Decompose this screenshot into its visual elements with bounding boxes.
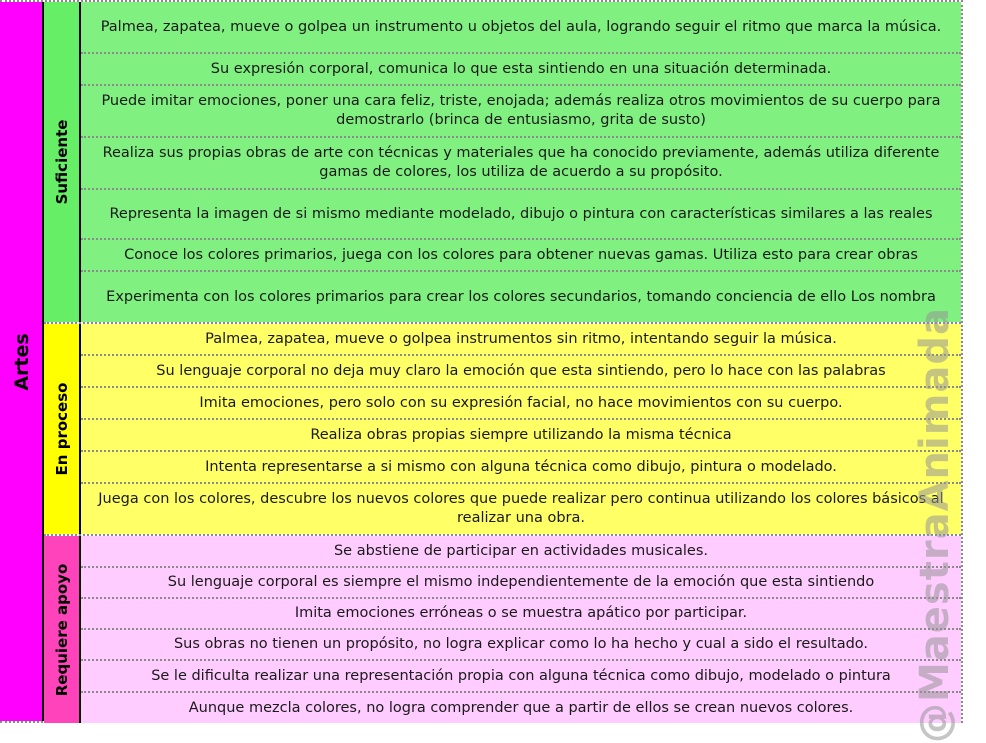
level-label-column — [44, 2, 81, 322]
level-en-proceso — [44, 322, 961, 534]
level-label: Suficiente — [53, 119, 71, 205]
level-rows — [81, 536, 961, 723]
rubric-row: Juega con los colores, descubre los nuevos colores que puede realizar pero continua utilizando los colores básicos al realizar una obra. — [81, 484, 961, 534]
rubric-row: Su lenguaje corporal es siempre el mismo independientemente de la emoción que esta sintiendo — [81, 568, 961, 599]
rubric-row: Su lenguaje corporal no deja muy claro la emoción que esta sintiendo, pero lo hace con las palabras — [81, 356, 961, 388]
rubric-row: Palmea, zapatea, mueve o golpea un instrumento u objetos del aula, logrando seguir el ritmo que marca la música. — [81, 2, 961, 54]
level-label-column — [44, 324, 81, 534]
rubric-row: Imita emociones erróneas o se muestra apático por participar. — [81, 599, 961, 630]
rubric-row: Imita emociones, pero solo con su expresión facial, no hace movimientos con su cuerpo. — [81, 388, 961, 420]
rubric-row: Realiza sus propias obras de arte con técnicas y materiales que ha conocido previamente, además utiliza diferente gamas de colores, los utiliza de acuerdo a su propósito. — [81, 138, 961, 190]
level-label: En proceso — [53, 382, 71, 476]
rubric-row: Aunque mezcla colores, no logra comprender que a partir de ellos se crean nuevos colores. — [81, 693, 961, 723]
watermark: @MaestraAnimada — [912, 306, 958, 743]
level-suficiente — [44, 2, 961, 322]
rubric-row: Intenta representarse a si mismo con alguna técnica como dibujo, pintura o modelado. — [81, 452, 961, 484]
rubric-row: Conoce los colores primarios, juega con los colores para obtener nuevas gamas. Utiliza esto para crear obras — [81, 240, 961, 272]
rubric-row: Su expresión corporal, comunica lo que esta sintiendo en una situación determinada. — [81, 54, 961, 86]
level-rows — [81, 2, 961, 322]
rubric-row: Representa la imagen de si mismo mediante modelado, dibujo o pintura con características similares a las reales — [81, 190, 961, 240]
subject-column — [0, 2, 44, 721]
level-rows — [81, 324, 961, 534]
subject-label: Artes — [11, 333, 33, 391]
level-label: Requiere apoyo — [53, 563, 71, 696]
rubric-row: Puede imitar emociones, poner una cara feliz, triste, enojada; además realiza otros movimientos de su cuerpo para demostrarlo (brinca de entusiasmo, grita de susto) — [81, 86, 961, 138]
level-label-column — [44, 536, 81, 723]
rubric-row: Sus obras no tienen un propósito, no logra explicar como lo ha hecho y cual a sido el resultado. — [81, 630, 961, 661]
rubric-row: Experimenta con los colores primarios para crear los colores secundarios, tomando conciencia de ello Los nombra — [81, 272, 961, 322]
rubric-row: Realiza obras propias siempre utilizando la misma técnica — [81, 420, 961, 452]
rubric-row: Se abstiene de participar en actividades musicales. — [81, 536, 961, 568]
rubric-row: Palmea, zapatea, mueve o golpea instrumentos sin ritmo, intentando seguir la música. — [81, 324, 961, 356]
rubric-row: Se le dificulta realizar una representación propia con alguna técnica como dibujo, modelado o pintura — [81, 661, 961, 693]
level-requiere-apoyo — [44, 534, 961, 723]
